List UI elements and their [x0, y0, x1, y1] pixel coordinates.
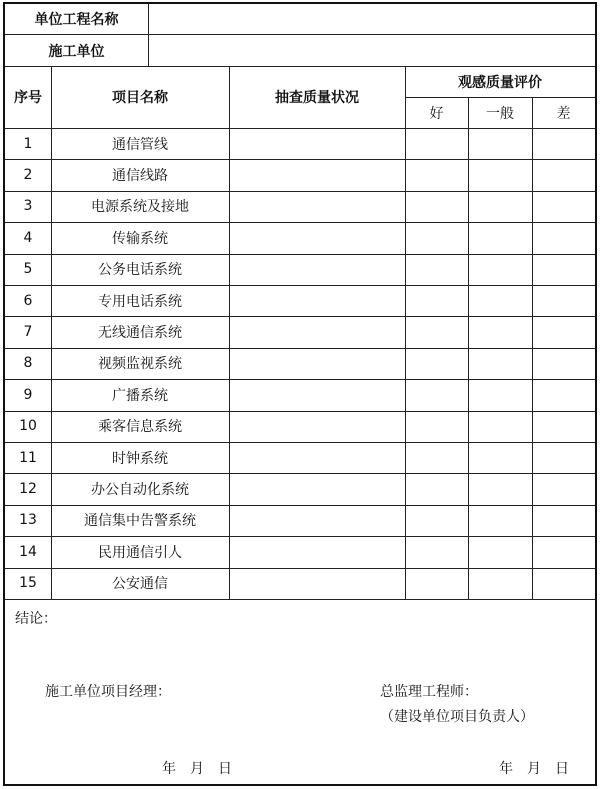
fair-cell[interactable] — [469, 255, 532, 285]
good-cell[interactable] — [406, 255, 468, 285]
inspection-form — [3, 2, 597, 786]
table-row-number: 1 — [23, 135, 33, 152]
poor-cell[interactable] — [533, 349, 595, 379]
quality-cell[interactable] — [230, 569, 405, 599]
rule — [5, 348, 595, 349]
table-row-number: 3 — [23, 198, 33, 215]
poor-cell[interactable] — [533, 317, 595, 347]
quality-cell[interactable] — [230, 474, 405, 504]
poor-cell[interactable] — [533, 412, 595, 442]
rule — [5, 191, 595, 192]
rule — [5, 411, 595, 412]
poor-cell[interactable] — [533, 569, 595, 599]
fair-cell[interactable] — [469, 569, 532, 599]
table-row-item-name: 通信线路 — [112, 168, 168, 185]
column-header-quality: 抽查质量状况 — [275, 90, 359, 106]
good-cell[interactable] — [406, 412, 468, 442]
poor-cell[interactable] — [533, 129, 595, 159]
table-row-item-name: 办公自动化系统 — [91, 482, 189, 499]
rule — [229, 66, 230, 599]
good-cell[interactable] — [406, 537, 468, 567]
fair-cell[interactable] — [469, 380, 532, 410]
construction-unit-label: 施工单位 — [48, 43, 105, 60]
chief-supervisor-label: 总监理工程师： — [380, 684, 478, 700]
good-cell[interactable] — [406, 506, 468, 536]
good-cell[interactable] — [406, 474, 468, 504]
fair-cell[interactable] — [469, 412, 532, 442]
good-cell[interactable] — [406, 192, 468, 222]
table-row-number: 8 — [23, 355, 33, 372]
fair-cell[interactable] — [469, 474, 532, 504]
rule — [5, 473, 595, 474]
rule — [51, 66, 52, 599]
good-cell[interactable] — [406, 380, 468, 410]
quality-cell[interactable] — [230, 223, 405, 253]
quality-cell[interactable] — [230, 160, 405, 190]
poor-cell[interactable] — [533, 160, 595, 190]
owner-representative-label: （建设单位项目负责人） — [380, 709, 534, 725]
table-row-item-name: 公务电话系统 — [98, 262, 182, 279]
table-row-number: 13 — [19, 512, 37, 529]
fair-cell[interactable] — [469, 129, 532, 159]
fair-cell[interactable] — [469, 317, 532, 347]
table-row-number: 11 — [19, 449, 37, 466]
good-cell[interactable] — [406, 129, 468, 159]
poor-cell[interactable] — [533, 192, 595, 222]
table-row-item-name: 通信管线 — [112, 136, 168, 153]
unit-project-label: 单位工程名称 — [34, 12, 119, 28]
quality-cell[interactable] — [230, 129, 405, 159]
rule — [5, 285, 595, 286]
table-row-number: 4 — [23, 229, 33, 246]
good-cell[interactable] — [406, 349, 468, 379]
table-row-item-name: 公安通信 — [112, 576, 168, 593]
quality-cell[interactable] — [230, 255, 405, 285]
quality-cell[interactable] — [230, 192, 405, 222]
fair-cell[interactable] — [469, 537, 532, 567]
quality-cell[interactable] — [230, 380, 405, 410]
good-cell[interactable] — [406, 317, 468, 347]
quality-cell[interactable] — [230, 443, 405, 473]
good-cell[interactable] — [406, 286, 468, 316]
table-row-number: 7 — [23, 324, 33, 341]
quality-cell[interactable] — [230, 412, 405, 442]
column-header-poor: 差 — [556, 105, 571, 122]
rule — [5, 254, 595, 255]
conclusion-field[interactable] — [65, 606, 585, 666]
quality-cell[interactable] — [230, 286, 405, 316]
table-row-item-name: 视频监视系统 — [98, 356, 182, 373]
table-row-item-name: 电源系统及接地 — [91, 199, 189, 216]
rule — [5, 222, 595, 223]
good-cell[interactable] — [406, 569, 468, 599]
table-row-item-name: 通信集中告警系统 — [84, 513, 196, 530]
table-row-number: 9 — [23, 386, 33, 403]
poor-cell[interactable] — [533, 537, 595, 567]
fair-cell[interactable] — [469, 192, 532, 222]
poor-cell[interactable] — [533, 255, 595, 285]
contractor-manager-label: 施工单位项目经理： — [45, 684, 171, 700]
fair-cell[interactable] — [469, 443, 532, 473]
fair-cell[interactable] — [469, 506, 532, 536]
column-header-good: 好 — [429, 105, 444, 122]
table-row-number: 10 — [19, 418, 37, 435]
fair-cell[interactable] — [469, 286, 532, 316]
good-cell[interactable] — [406, 443, 468, 473]
table-row-number: 14 — [19, 543, 37, 560]
rule — [5, 505, 595, 506]
good-cell[interactable] — [406, 160, 468, 190]
date-right: 年 月 日 — [499, 761, 569, 777]
poor-cell[interactable] — [533, 506, 595, 536]
poor-cell[interactable] — [533, 443, 595, 473]
table-row-number: 5 — [23, 261, 33, 278]
rule — [5, 379, 595, 380]
table-row-item-name: 时钟系统 — [112, 450, 168, 467]
table-row-item-name: 传输系统 — [112, 230, 168, 247]
date-left: 年 月 日 — [162, 761, 232, 777]
column-header-fair: 一般 — [486, 105, 514, 122]
table-row-item-name: 无线通信系统 — [98, 325, 182, 342]
table-row-item-name: 广播系统 — [112, 387, 168, 404]
table-row-number: 6 — [23, 292, 33, 309]
construction-unit-value[interactable] — [149, 35, 595, 66]
table-row-item-name: 乘客信息系统 — [98, 419, 182, 436]
good-cell[interactable] — [406, 223, 468, 253]
rule — [5, 442, 595, 443]
rule — [5, 536, 595, 537]
fair-cell[interactable] — [469, 223, 532, 253]
unit-project-value[interactable] — [149, 4, 595, 34]
poor-cell[interactable] — [533, 286, 595, 316]
poor-cell[interactable] — [533, 474, 595, 504]
table-row-number: 12 — [19, 481, 37, 498]
fair-cell[interactable] — [469, 349, 532, 379]
rule — [5, 159, 595, 160]
table-row-number: 2 — [23, 167, 33, 184]
column-header-item: 项目名称 — [112, 90, 168, 106]
quality-cell[interactable] — [230, 537, 405, 567]
column-header-seq: 序号 — [14, 90, 42, 106]
conclusion-label: 结论： — [15, 611, 57, 627]
quality-cell[interactable] — [230, 317, 405, 347]
rule — [405, 66, 406, 599]
table-row-item-name: 民用通信引人 — [98, 544, 182, 561]
poor-cell[interactable] — [533, 380, 595, 410]
rule — [5, 599, 595, 600]
table-row-item-name: 专用电话系统 — [98, 293, 182, 310]
table-row-number: 15 — [19, 575, 37, 592]
rule — [5, 316, 595, 317]
column-header-evaluation: 观感质量评价 — [458, 74, 542, 91]
fair-cell[interactable] — [469, 160, 532, 190]
quality-cell[interactable] — [230, 506, 405, 536]
rule — [5, 568, 595, 569]
quality-cell[interactable] — [230, 349, 405, 379]
poor-cell[interactable] — [533, 223, 595, 253]
